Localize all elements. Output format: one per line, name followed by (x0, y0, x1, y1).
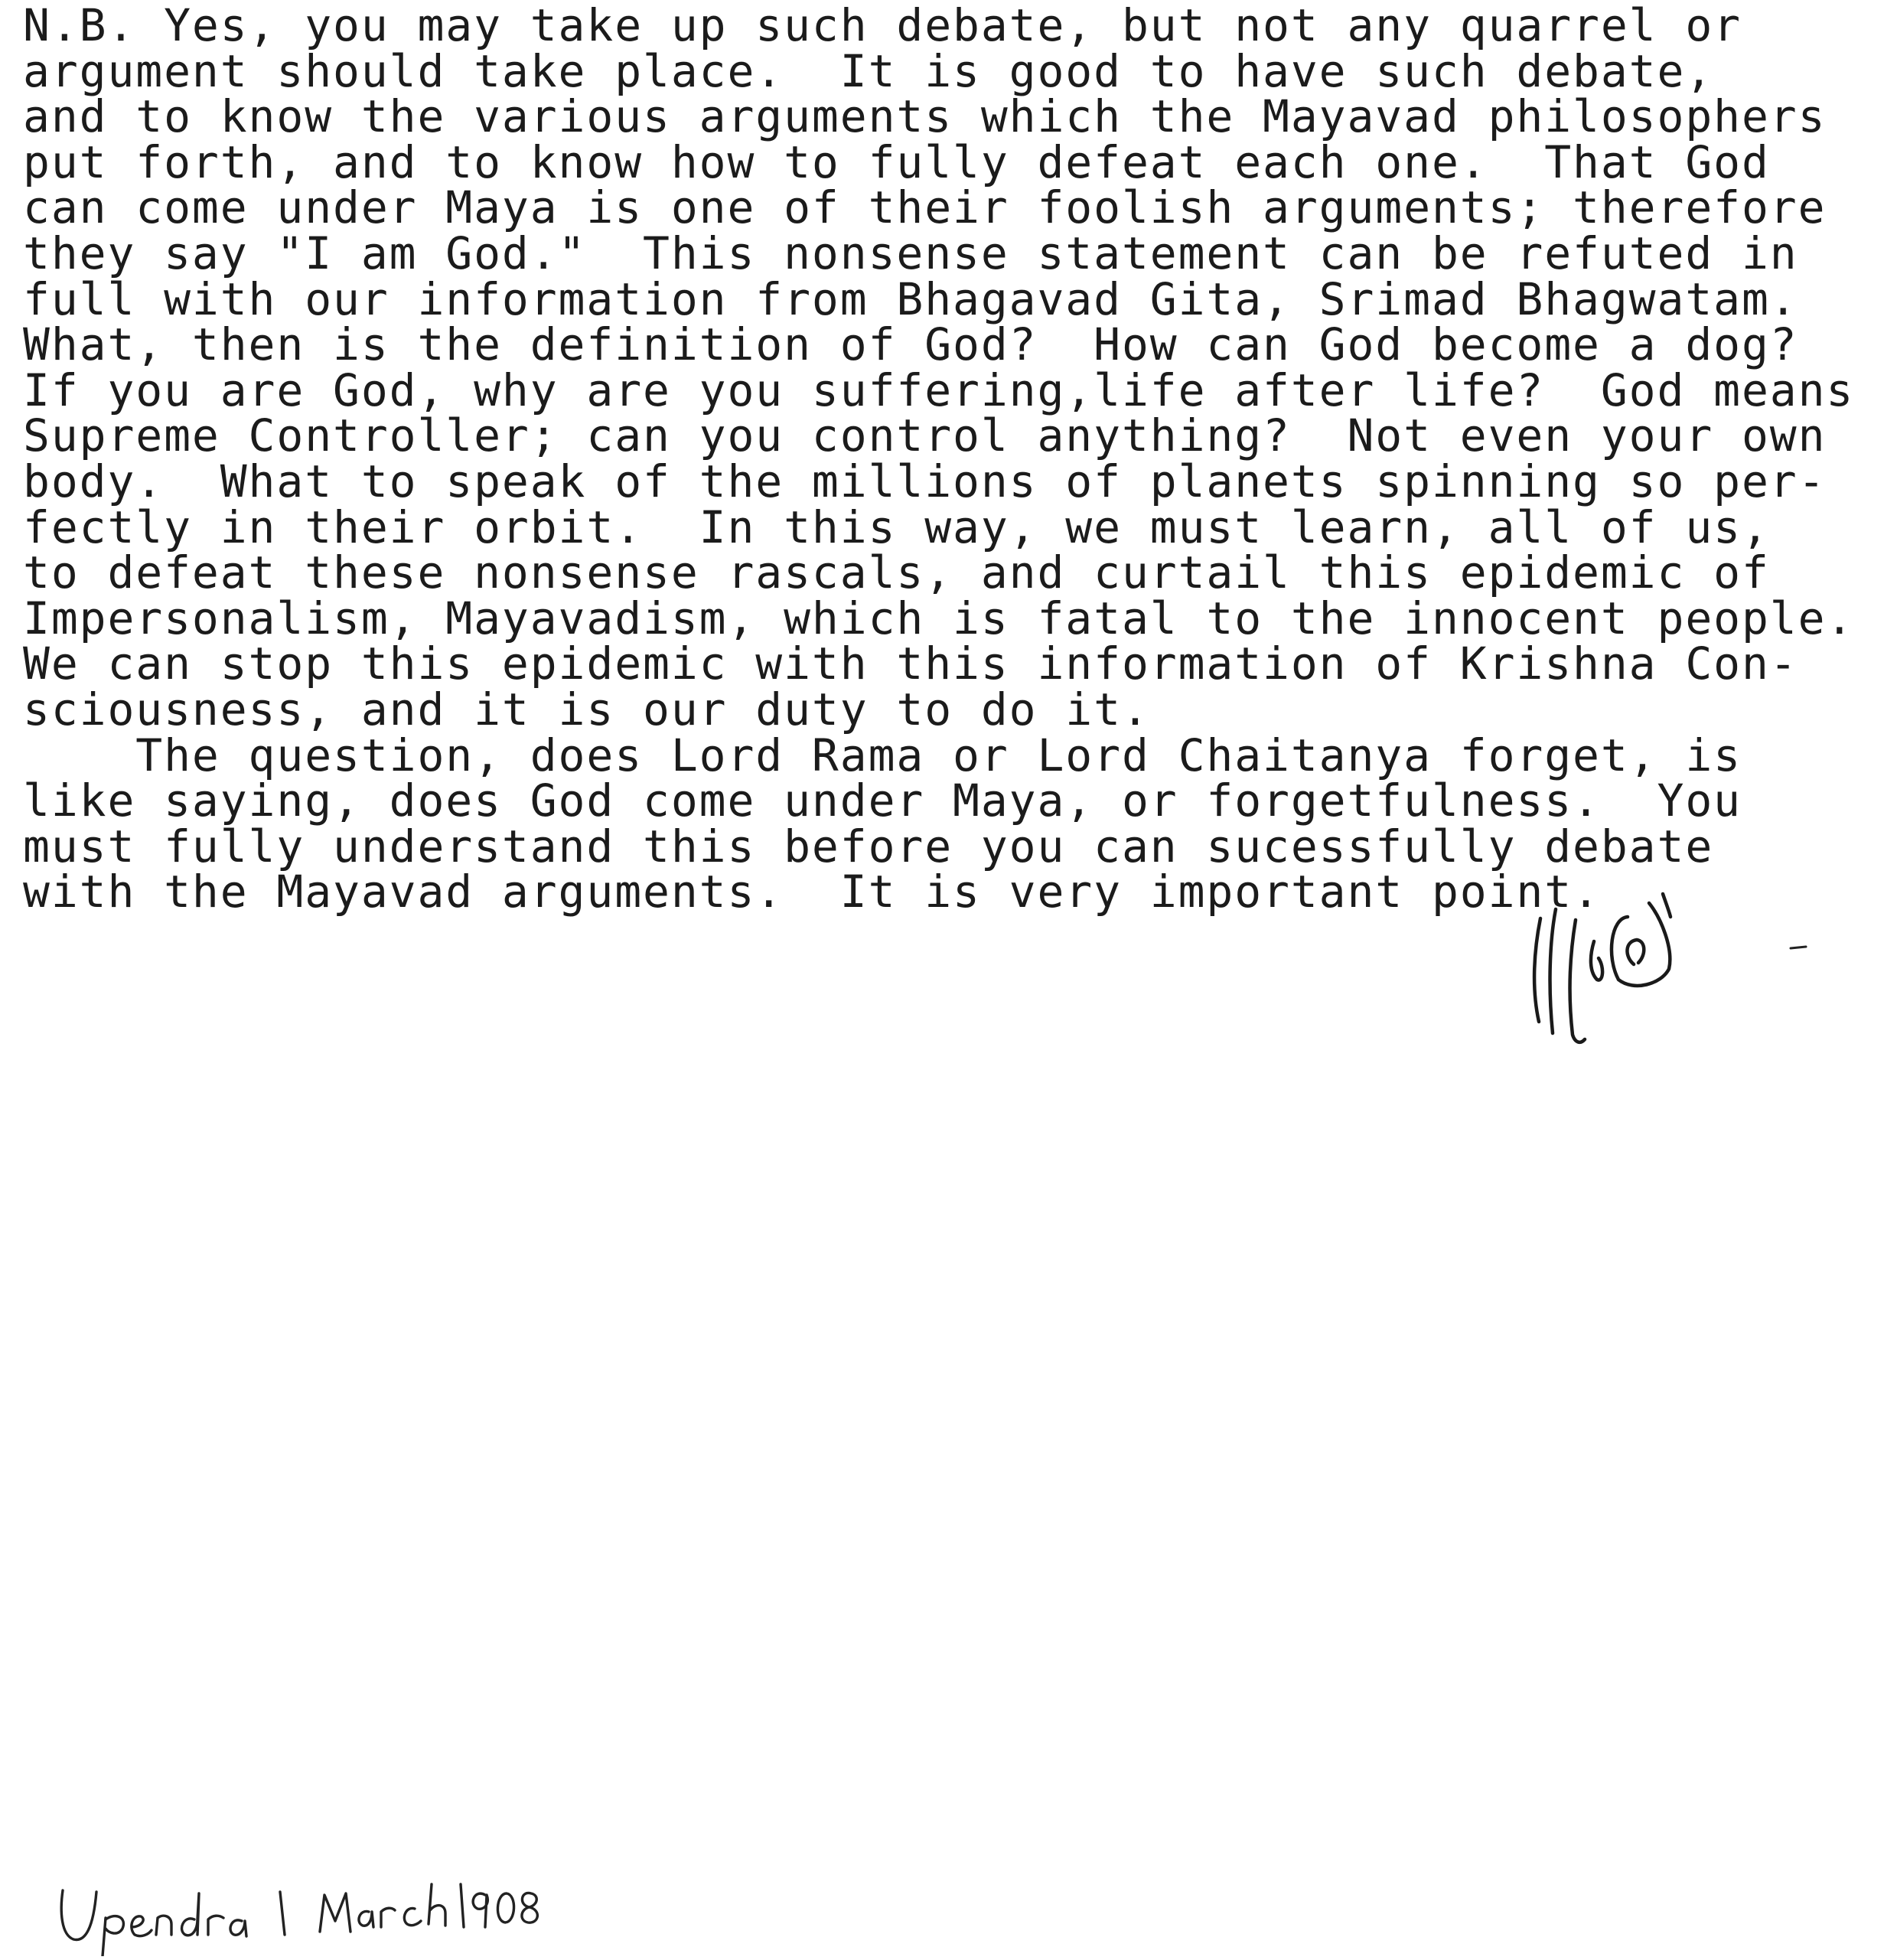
text-line: Supreme Controller; can you control anything? Not even your own (23, 409, 1827, 462)
text-line: put forth, and to know how to fully defeat each one. That God (23, 135, 1770, 188)
text-line: The question, does Lord Rama or Lord Chaitanya forget, is (23, 729, 1742, 781)
text-line: to defeat these nonsense rascals, and curtail this epidemic of (23, 546, 1770, 599)
text-line: and to know the various arguments which the Mayavad philosophers (23, 90, 1827, 143)
text-line: like saying, does God come under Maya, or forgetfulness. You (23, 775, 1742, 827)
text-line: body. What to speak of the millions of planets spinning so per- (23, 455, 1827, 507)
text-line: they say "I am God." This nonsense statement can be refuted in (23, 227, 1798, 279)
text-line: If you are God, why are you suffering,life after life? God means (23, 364, 1855, 416)
text-line: can come under Maya is one of their foolish arguments; therefore (23, 181, 1827, 234)
typed-letter-body (23, 0, 1882, 918)
ink-mark-icon (1789, 945, 1807, 950)
handwritten-signature (1511, 872, 1695, 1056)
text-line: fectly in their orbit. In this way, we must learn, all of us, (23, 501, 1770, 553)
text-line: full with our information from Bhagavad Gita, Srimad Bhagwatam. (23, 272, 1798, 325)
text-line: We can stop this epidemic with this information of Krishna Con- (23, 638, 1798, 690)
text-line: N.B. Yes, you may take up such debate, but not any quarrel or (23, 0, 1742, 51)
handwritten-footer-note (52, 1874, 542, 1956)
text-line: What, then is the definition of God? How can God become a dog? (23, 318, 1798, 371)
text-line: must fully understand this before you can sucessfully debate (23, 820, 1714, 872)
text-line: with the Mayavad arguments. It is very important point. (23, 866, 1601, 918)
text-line: Impersonalism, Mayavadism, which is fatal to the innocent people. (23, 592, 1855, 644)
text-line: argument should take place. It is good to have such debate, (23, 44, 1714, 97)
text-line: sciousness, and it is our duty to do it. (23, 683, 1150, 735)
